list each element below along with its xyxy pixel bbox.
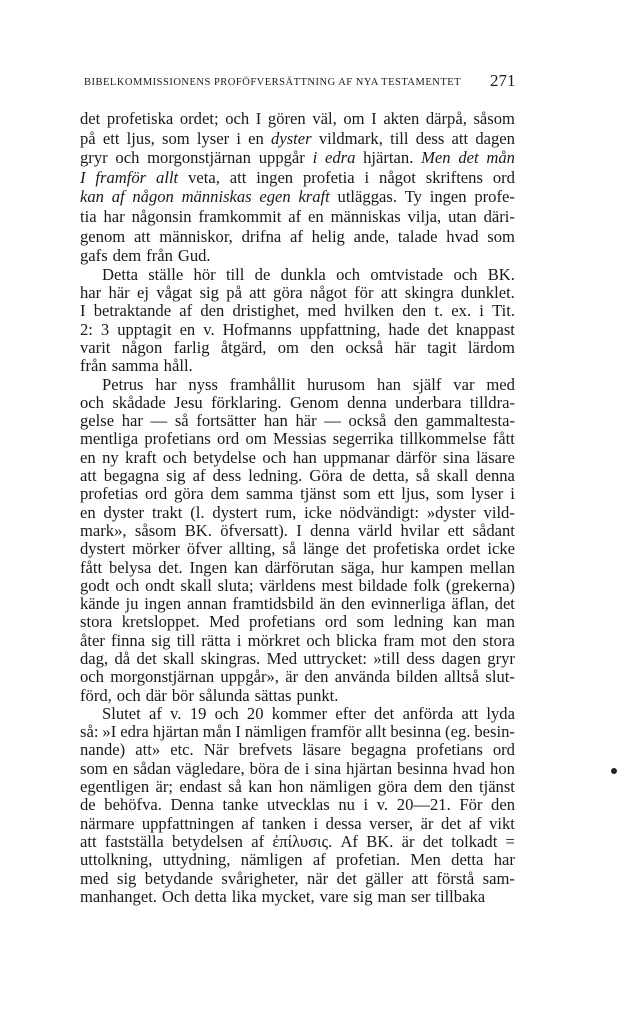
text-line: stora kretsloppet. Med profetians ord som ledning kan man: [80, 612, 515, 632]
text-line: profetias ord göra dem samma tjänst som ett ljus, som lyser i: [80, 484, 515, 504]
text-line: det profetiska ordet; och I gören väl, om I akten därpå, såsom: [80, 109, 515, 128]
text-line: och skådade Jesu förklaring. Genom denna underbara tilldra-: [80, 392, 515, 412]
text-line: gafs dem från Gud.: [80, 246, 211, 266]
text-line: Petrus har nyss framhållit hurusom han själf var med: [102, 374, 515, 394]
text-line: tia har någonsin framkommit af en människas vilja, utan däri-: [80, 206, 515, 226]
text-line: kan af någon människas egen kraft utläggas. Ty ingen profe-: [80, 187, 515, 207]
body-text: [80, 109, 515, 906]
text-line: så: »I edra hjärtan mån I nämligen framför allt besinna (eg. besin-: [80, 722, 515, 742]
text-line: dystert mörker öfver allting, så länge det profetiska ordet icke: [80, 539, 515, 559]
text-line: från samma håll.: [80, 356, 193, 376]
text-line: kände ju ingen annan framtidsbild än den evinnerliga äflan, det: [80, 594, 515, 614]
text-line: I betraktande af den dristighet, med hvilken den t. ex. i Tit.: [80, 301, 515, 321]
text-line: på ett ljus, som lyser i en dyster vildmark, till dess att dagen: [80, 128, 515, 148]
text-line: förd, och där bör sålunda sättas punkt.: [80, 685, 339, 705]
text-line: med sig betydande svårigheter, när det gäller att förstå sam-: [80, 868, 515, 888]
text-line: och morgonstjärnan uppgår», är den använda bilden alltså slut-: [80, 667, 515, 687]
text-line: Detta ställe hör till de dunkla och omtvistade och BK.: [102, 264, 515, 284]
text-line: mentliga profetians ord om Messias segerrika tillkommelse fått: [80, 429, 515, 449]
paragraph: [80, 376, 515, 705]
text-line: närmare uppfattningen af tanken i dessa verser, är det af vikt: [80, 813, 515, 833]
paragraph: [80, 109, 515, 266]
text-line: gryr och morgonstjärnan uppgår i edra hjärtan. Men det mån: [80, 148, 515, 168]
text-line: en ny kraft och betydelse och han uppmanar därför sina läsare: [80, 447, 515, 467]
text-line: mark», såsom BK. öfversatt). I denna värld hvilar ett sådant: [80, 520, 515, 540]
text-line: godt och ondt skall sluta; världens mest bildade folk (grekerna): [80, 575, 515, 595]
text-line: att begagna sig af dess ledning. Göra de detta, så skall denna: [80, 466, 515, 486]
text-line: nande) att» etc. När brefvets läsare begagna profetians ord: [80, 740, 515, 760]
text-line: uttolkning, uttydning, nämligen af profetian. Men detta har: [80, 850, 515, 870]
text-line: dag, då det skall skingras. Med uttrycket: »till dess dagen gryr: [80, 648, 515, 668]
text-line: fått belysa det. Ingen kan därförutan säga, hur kampen mellan: [80, 557, 515, 577]
text-line: att fastställa betydelsen af ἐπίλυσις. Af BK. är det tolkadt =: [80, 831, 515, 851]
page-number: 271: [490, 71, 516, 90]
text-line: genom att människor, drifna af helig ande, talade hvad som: [80, 226, 515, 246]
margin-mark: [611, 768, 617, 774]
text-line: en dyster trakt (l. dystert rum, icke nödvändigt: »dyster vild-: [80, 502, 515, 522]
paragraph: [80, 705, 515, 906]
text-line: egentligen är; endast så kan hon nämligen göra dem den tjänst: [80, 777, 515, 797]
text-line: gelse har — så fortsätter han här — också den gammaltesta-: [80, 411, 515, 431]
text-line: 2: 3 upptagit en v. Hofmanns uppfattning, hade det knappast: [80, 319, 515, 339]
text-line: de behöfva. Denna tanke utvecklas nu i v. 20—21. För den: [80, 795, 515, 815]
text-line: åter finna sig till rätta i mörkret och blicka fram mot den stora: [80, 630, 515, 650]
text-line: som en sådan vägledare, böra de i sina hjärtan besinna hvad hon: [80, 758, 515, 778]
running-header: BIBELKOMMISSIONENS PROFÖFVERSÄTTNING AF NYA TESTAMENTET: [84, 77, 462, 88]
text-line: manhanget. Och detta lika mycket, vare sig man ser tillbaka: [80, 886, 486, 906]
text-line: Slutet af v. 19 och 20 kommer efter det anförda att lyda: [102, 703, 515, 723]
paragraph: [80, 266, 515, 376]
text-line: I framför allt veta, att ingen profetia i något skriftens ord: [80, 167, 515, 187]
text-line: varit någon farlig åtgärd, om den också här tagit lärdom: [80, 337, 515, 357]
text-line: har här ej vågat sig på att göra något för att skingra dunklet.: [80, 283, 515, 303]
